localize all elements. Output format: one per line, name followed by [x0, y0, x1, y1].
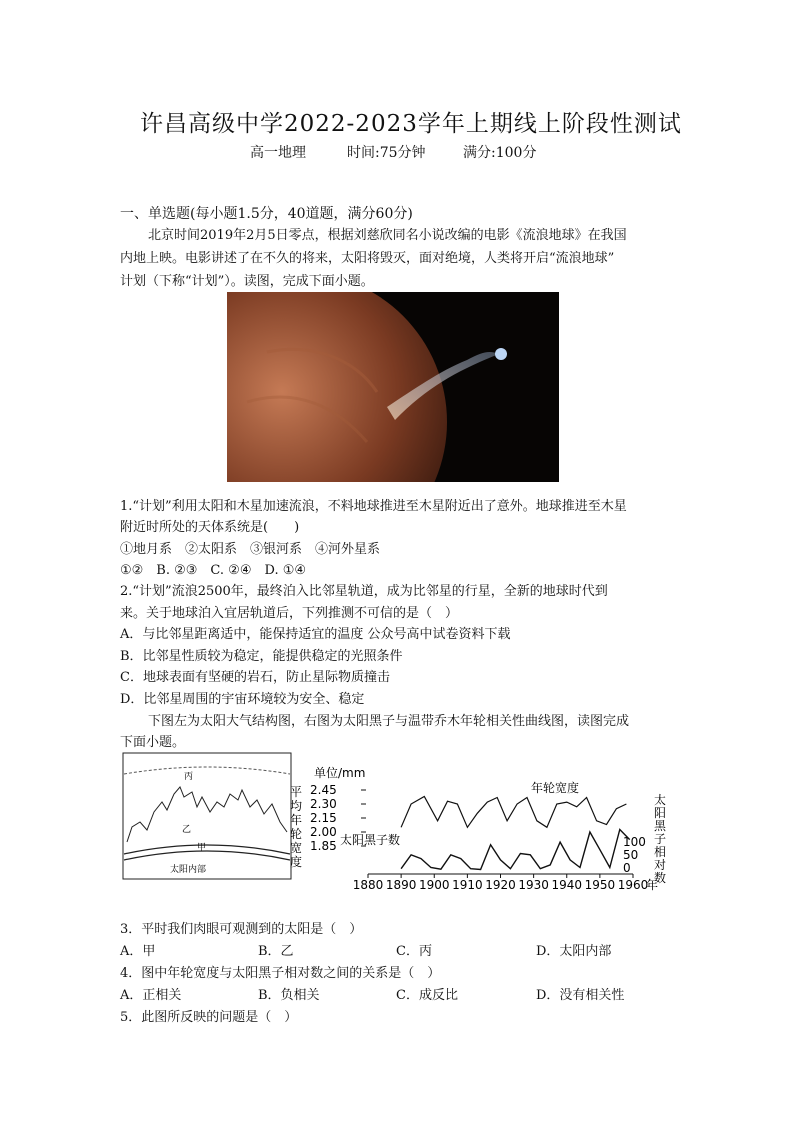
x-tick-label: 1960 — [617, 878, 649, 892]
x-unit-label: 年 — [646, 878, 659, 892]
page-title: 许昌高级中学2022-2023学年上期线上阶段性测试 — [140, 111, 682, 137]
q2-stem-line-1: 2.“计划”流浪2500年，最终泊入比邻星轨道，成为比邻星的行星，全新的地球时代到 — [120, 584, 608, 599]
q2-option-d: D．比邻星周围的宇宙环境较为安全、稳定 — [120, 692, 365, 707]
x-tick-label: 1930 — [518, 878, 549, 892]
solar-atmosphere-diagram — [122, 752, 292, 880]
q1-stem-line-1: 1.“计划”利用太阳和木星加速流浪，不料地球推进至木星附近出了意外。地球推进至木星 — [120, 499, 627, 514]
q3-stem: 3．平时我们肉眼可观测到的太阳是（ ） — [120, 922, 363, 937]
q4-option-a: A．正相关 — [120, 988, 182, 1003]
left-axis-title-char: 平 — [290, 785, 303, 799]
q2-stem-line-2: 来。关于地球泊入宜居轨道后，下列推测不可信的是（ ） — [120, 606, 459, 621]
right-tick-label: 0 — [623, 861, 631, 875]
left-tick-label: 1.85 — [310, 839, 337, 853]
left-tick-label: 2.15 — [310, 811, 337, 825]
q5-stem: 5．此图所反映的问题是（ ） — [120, 1010, 298, 1025]
series-label-sunspot: 太阳黑子数 — [340, 833, 401, 847]
intro-line-1: 北京时间2019年2月5日零点，根据刘慈欣同名小说改编的电影《流浪地球》在我国 — [148, 228, 627, 243]
left-axis-title-char: 宽 — [290, 841, 303, 855]
q2-option-b: B．比邻星性质较为稳定，能提供稳定的光照条件 — [120, 649, 403, 664]
right-axis-title-char: 子 — [654, 832, 667, 846]
sunspot-tree-ring-chart — [288, 762, 673, 894]
q2-option-c: C．地球表面有坚硬的岩石，防止星际物质撞击 — [120, 670, 390, 685]
label-jia: 甲 — [197, 843, 207, 853]
right-axis-title-char: 相 — [654, 845, 667, 859]
left-tick-label: 2.30 — [310, 797, 337, 811]
x-tick-label: 1880 — [352, 878, 384, 892]
figure-intro-line-2: 下面小题。 — [120, 735, 186, 750]
left-axis-title-char: 度 — [290, 855, 303, 869]
x-tick-label: 1950 — [584, 878, 616, 892]
label-yi: 乙 — [182, 825, 192, 835]
earth-dot — [495, 348, 507, 360]
left-tick-label: 2.45 — [310, 783, 337, 797]
series-ring-width — [401, 797, 626, 828]
q4-option-b: B．负相关 — [258, 988, 320, 1003]
chart-unit-label: 单位/mm — [314, 766, 366, 780]
right-axis-title-char: 对 — [654, 858, 667, 872]
subject-label: 高一地理 — [250, 145, 306, 161]
section-heading: 一、单选题(每小题1.5分，40道题，满分60分) — [120, 206, 413, 222]
time-label: 时间:75分钟 — [347, 145, 426, 161]
left-tick-label: 2.00 — [310, 825, 337, 839]
x-tick-label: 1890 — [385, 878, 417, 892]
right-axis-title-char: 数 — [654, 871, 667, 885]
q1-choices: ①地月系 ②太阳系 ③银河系 ④河外星系 — [120, 542, 381, 557]
label-solar-interior: 太阳内部 — [170, 865, 207, 875]
right-tick-label: 50 — [623, 848, 639, 862]
x-tick-label: 1940 — [551, 878, 583, 892]
q3-option-d: D．太阳内部 — [536, 944, 612, 959]
q3-option-a: A．甲 — [120, 944, 156, 959]
label-bing: 丙 — [184, 772, 194, 782]
q1-stem-line-2: 附近时所处的天体系统是( ) — [120, 520, 300, 535]
right-axis-title-char: 黑 — [654, 819, 667, 833]
right-axis-title — [654, 792, 667, 885]
movie-still-image — [227, 292, 559, 482]
intro-line-2: 内地上映。电影讲述了在不久的将来，太阳将毁灭，面对绝境，人类将开启“流浪地球” — [120, 251, 615, 266]
x-tick-label: 1920 — [485, 878, 516, 892]
q1-options: ①② B. ②③ C. ②④ D. ①④ — [120, 563, 307, 578]
q4-stem: 4．图中年轮宽度与太阳黑子相对数之间的关系是（ ） — [120, 966, 441, 981]
series-label-ring: 年轮宽度 — [531, 781, 580, 795]
x-tick-label: 1900 — [418, 878, 450, 892]
series-sunspot-number — [401, 830, 630, 870]
right-tick-label: 100 — [623, 835, 646, 849]
q2-option-a: A．与比邻星距离适中，能保持适宜的温度 公众号高中试卷资料下载 — [120, 627, 511, 642]
q3-option-c: C．丙 — [396, 944, 432, 959]
left-axis-title-char: 年 — [290, 813, 303, 827]
figure-intro-line-1: 下图左为太阳大气结构图，右图为太阳黑子与温带乔木年轮相关性曲线图，读图完成 — [148, 714, 630, 729]
x-tick-label: 1910 — [452, 878, 483, 892]
q4-option-d: D．没有相关性 — [536, 988, 625, 1003]
right-axis-title-char: 太 — [654, 793, 667, 807]
left-axis-title-char: 轮 — [290, 827, 303, 841]
q3-option-b: B．乙 — [258, 944, 294, 959]
left-axis-title — [290, 785, 302, 869]
right-axis-title-char: 阳 — [654, 806, 667, 820]
left-axis-title-char: 均 — [290, 799, 303, 813]
q4-option-c: C．成反比 — [396, 988, 458, 1003]
intro-line-3: 计划（下称“计划”）。读图，完成下面小题。 — [120, 274, 374, 289]
score-label: 满分:100分 — [463, 145, 537, 161]
